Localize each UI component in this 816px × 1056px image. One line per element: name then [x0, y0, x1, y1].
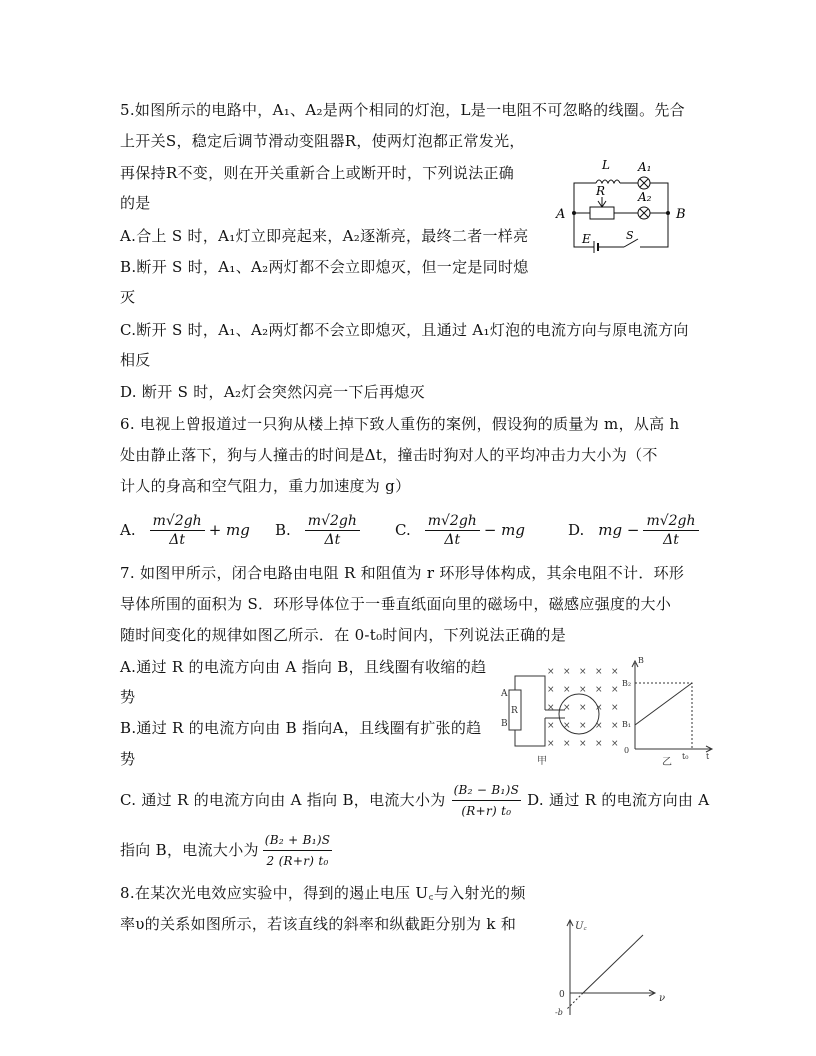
field-cross: ×: [579, 721, 587, 731]
b-line: [635, 683, 692, 725]
q5-option-b-1: B.断开 S 时，A₁、A₂两灯都不会立即熄灭，但一定是同时熄: [120, 258, 529, 276]
node-b-dot: [666, 211, 670, 215]
q7-option-d-text-2: 指向 B，电流大小为: [120, 841, 259, 859]
field-cross: ×: [547, 667, 555, 677]
choice-letter: B.: [275, 521, 291, 539]
yi-caption: 乙: [662, 757, 672, 767]
q5-line-3: 再保持R不变，则在开关重新合上或断开时，下列说法正确: [120, 164, 515, 182]
label-node-b: B: [676, 207, 686, 222]
q8-line-2: 率υ的关系如图所示，若该直线的斜率和纵截距分别为 k 和: [120, 915, 517, 933]
field-cross: ×: [563, 703, 571, 713]
field-cross: ×: [595, 667, 603, 677]
jia-caption: 甲: [537, 756, 547, 767]
choice-letter: C.: [395, 521, 411, 539]
field-cross: ×: [547, 721, 555, 731]
yi-axis-t: t: [706, 752, 710, 761]
yi-label-b2: B₂: [622, 679, 632, 688]
jia-label-r: R: [511, 706, 518, 716]
q7-option-c: [120, 780, 709, 820]
q7-figure-yi: [620, 655, 720, 767]
q7-line-2: 导体所围的面积为 S．环形导体位于一垂直纸面向里的磁场中，磁感应强度的大小: [120, 595, 672, 613]
q8-axis-uc: U꜀: [575, 921, 587, 932]
q7-option-d-2: [120, 830, 332, 870]
q5-option-b-2: 灭: [120, 288, 136, 306]
q8-intercept-label: -b: [555, 1008, 563, 1017]
field-cross: ×: [595, 703, 603, 713]
q6-choice-b: [275, 505, 360, 555]
node-a-dot: [572, 211, 576, 215]
q5-line-2: 上开关S，稳定后调节滑动变阻器R，使两灯泡都正常发光，: [120, 132, 525, 150]
field-cross: ×: [611, 667, 619, 677]
choice-tail: + mg: [208, 521, 250, 539]
field-cross: ×: [547, 685, 555, 695]
q8-graph: [555, 915, 675, 1025]
q7-option-d-fraction: $\frac{\text{(B₂ + B₁)S}}{\text{2 (R+r) t₀}}$: [263, 830, 333, 871]
q8-line-1: 8.在某次光电效应实验中，得到的遏止电压 U꜀与入射光的频: [120, 884, 526, 902]
q7-figure-jia: [495, 660, 625, 770]
choice-fraction: $\frac{m√2gh}{\Delta t}$: [643, 513, 698, 548]
q7-option-c-fraction: $\frac{\text{(B₂ − B₁)S}}{\text{(R+r) t₀}}$: [452, 780, 522, 821]
q7-option-b-2: 势: [120, 750, 136, 768]
q5-circuit-diagram: [550, 155, 700, 265]
choice-letter: D.: [568, 521, 585, 539]
q6-choices: [120, 505, 700, 555]
q7-line-3: 随时间变化的规律如图乙所示．在 0-t₀时间内，下列说法正确的是: [120, 626, 567, 644]
label-l: L: [602, 158, 610, 172]
field-cross: ×: [611, 721, 619, 731]
q5-option-a: A.合上 S 时，A₁灯立即亮起来，A₂逐渐亮，最终二者一样亮: [120, 227, 529, 245]
q5-option-c-2: 相反: [120, 351, 151, 369]
field-cross: ×: [611, 739, 619, 749]
yi-axis-b: B: [638, 656, 644, 665]
label-e: E: [582, 232, 591, 246]
q5-line-4: 的是: [120, 194, 151, 212]
yi-origin: 0: [624, 746, 630, 755]
q8-origin: 0: [559, 990, 565, 1000]
choice-letter: A.: [120, 521, 136, 539]
q5-line-1: 5.如图所示的电路中，A₁、A₂是两个相同的灯泡，L是一电阻不可忽略的线圈。先合: [120, 101, 685, 119]
q6-line-3: 计人的身高和空气阻力，重力加速度为 g）: [120, 477, 411, 495]
field-cross: ×: [595, 721, 603, 731]
field-cross: ×: [563, 667, 571, 677]
q7-option-b-1: B.通过 R 的电流方向由 B 指向A，且线圈有扩张的趋: [120, 719, 482, 737]
q7-option-a-1: A.通过 R 的电流方向由 A 指向 B，且线圈有收缩的趋: [120, 658, 487, 676]
q6-line-2: 处由静止落下，狗与人撞击的时间是Δt，撞击时狗对人的平均冲击力大小为（不: [120, 446, 658, 464]
label-r: R: [596, 184, 606, 198]
uc-line: [583, 935, 643, 993]
q7-line-1: 7. 如图甲所示，闭合电路由电阻 R 和阻值为 r 环形导体构成，其余电阻不计．环形: [120, 564, 685, 582]
magnetic-field-crosses: [547, 667, 619, 749]
field-cross: ×: [547, 703, 555, 713]
q6-choice-c: [395, 505, 525, 555]
choice-tail: − mg: [483, 521, 525, 539]
field-cross: ×: [611, 703, 619, 713]
jia-label-a: A: [501, 689, 508, 699]
q6-choice-a: [120, 505, 250, 555]
field-cross: ×: [563, 721, 571, 731]
field-cross: ×: [563, 685, 571, 695]
choice-fraction: $\frac{m√2gh}{\Delta t}$: [425, 513, 480, 548]
jia-label-b: B: [501, 719, 508, 729]
q6-line-1: 6. 电视上曾报道过一只狗从楼上掉下致人重伤的案例，假设狗的质量为 m，从高 h: [120, 415, 680, 433]
q7-option-d-text: D. 通过 R 的电流方向由 A: [527, 791, 710, 809]
field-cross: ×: [579, 667, 587, 677]
label-a1: A₁: [638, 160, 652, 174]
choice-fraction: $\frac{m√2gh}{\Delta t}$: [305, 513, 360, 548]
choice-fraction: $\frac{m√2gh}{\Delta t}$: [150, 513, 205, 548]
q7-option-a-2: 势: [120, 688, 136, 706]
field-cross: ×: [563, 739, 571, 749]
yi-label-t0: t₀: [682, 752, 689, 761]
q5-option-c-1: C.断开 S 时，A₁、A₂两灯都不会立即熄灭，且通过 A₁灯泡的电流方向与原电流方向: [120, 321, 689, 339]
choice-pre: mg −: [598, 521, 640, 539]
field-cross: ×: [579, 739, 587, 749]
label-a2: A₂: [638, 190, 652, 204]
q5-option-d: D. 断开 S 时，A₂灯会突然闪亮一下后再熄灭: [120, 383, 425, 401]
label-s: S: [626, 229, 634, 242]
field-cross: ×: [611, 685, 619, 695]
field-cross: ×: [595, 685, 603, 695]
field-cross: ×: [547, 739, 555, 749]
field-cross: ×: [595, 739, 603, 749]
label-node-a: A: [556, 207, 566, 222]
field-cross: ×: [579, 703, 587, 713]
field-cross: ×: [579, 685, 587, 695]
q7-option-c-text: C. 通过 R 的电流方向由 A 指向 B，电流大小为: [120, 791, 446, 809]
yi-label-b1: B₁: [622, 720, 632, 729]
q8-axis-nu: ν: [659, 993, 666, 1004]
q6-choice-d: [568, 505, 699, 555]
